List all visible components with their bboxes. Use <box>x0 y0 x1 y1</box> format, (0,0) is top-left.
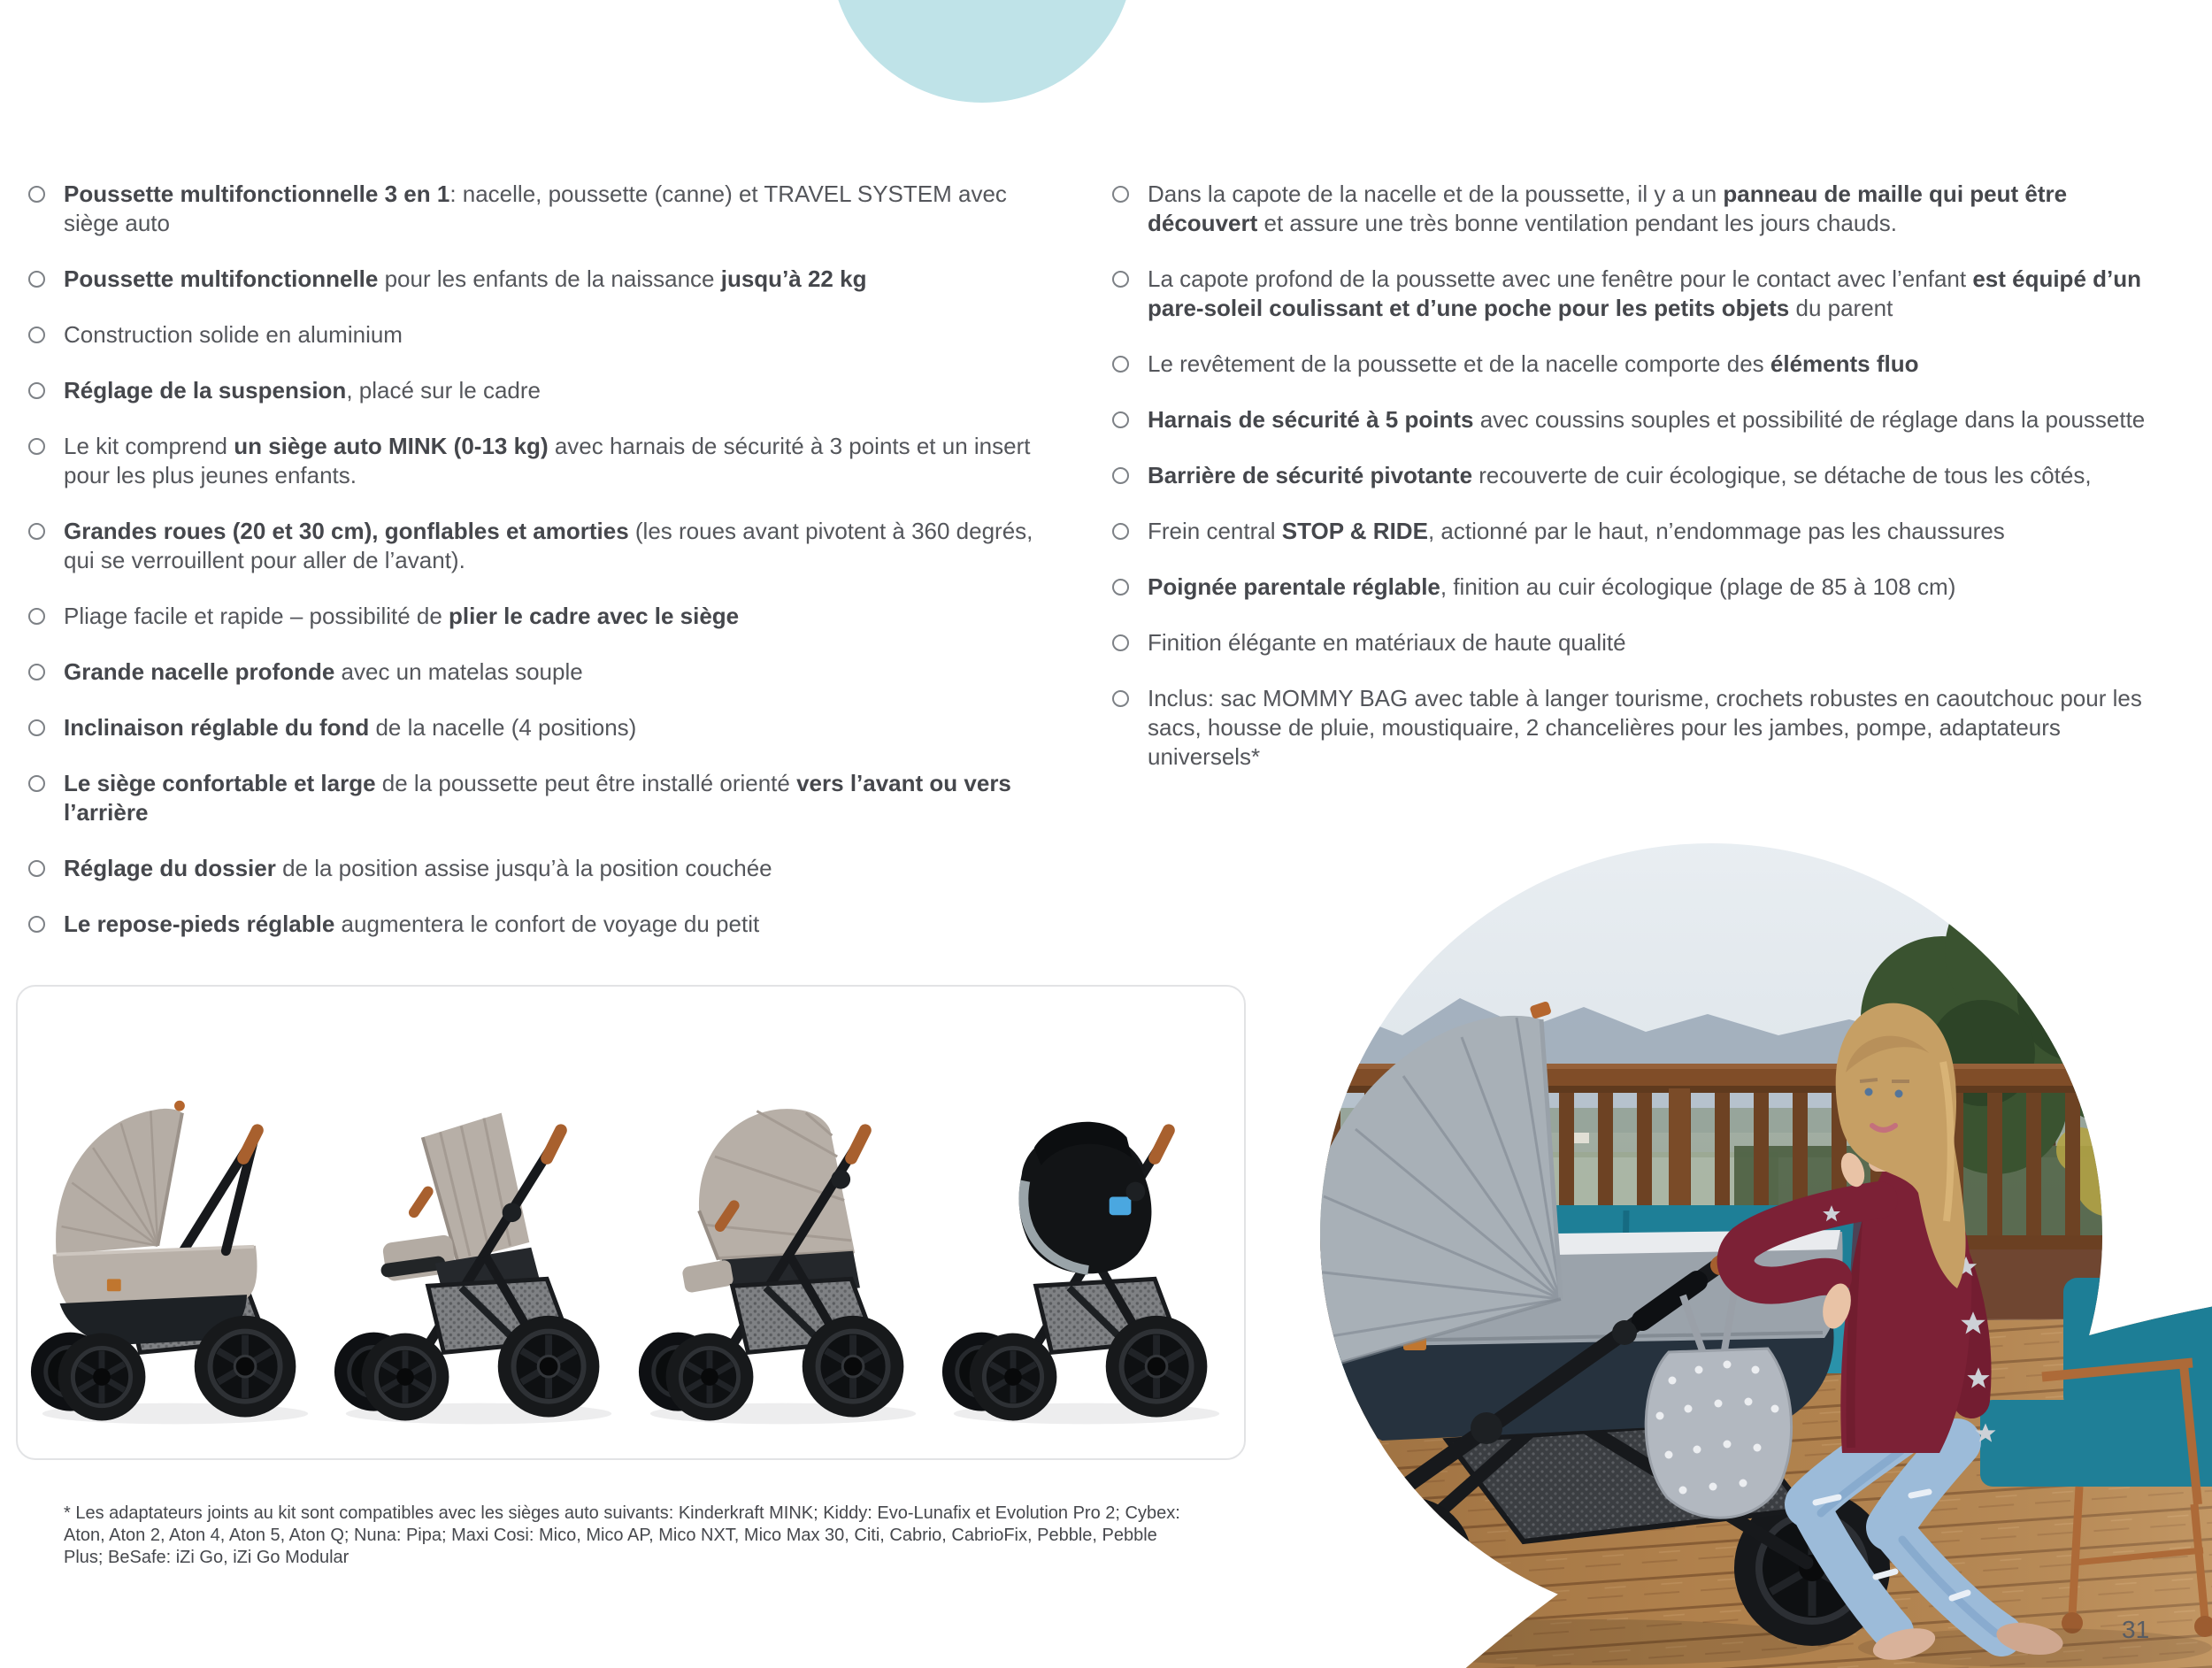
feature-item: Dans la capote de la nacelle et de la poussette, il y a un panneau de maille qui peut être découvert et assure une très bonne ventilation pendant les jours chauds. <box>1110 180 2159 238</box>
feature-item: Grandes roues (20 et 30 cm), gonflables et amorties (les roues avant pivotent à 360 degrés, qui se verrouillent pour aller de l’avant). <box>27 517 1044 575</box>
feature-item: Poignée parentale réglable, finition au cuir écologique (plage de 85 à 108 cm) <box>1110 573 2159 602</box>
feature-item: Inclus: sac MOMMY BAG avec table à langer tourisme, crochets robustes en caoutchouc pour les sacs, housse de pluie, moustiquaire, 2 chancelières pour les jambes, pompe, adaptateurs universels* <box>1110 684 2159 772</box>
feature-item: Frein central STOP & RIDE, actionné par le haut, n’endommage pas les chaussures <box>1110 517 2159 546</box>
feature-item: Pliage facile et rapide – possibilité de plier le cadre avec le siège <box>27 602 1044 631</box>
compatibility-footnote: * Les adaptateurs joints au kit sont compatibles avec les sièges auto suivants: Kinderkraft MINK; Kiddy: Evo-Lunafix et Evolution Pro 2; Cybex: Aton, Aton 2, Aton 4, Aton 5, Aton Q; Nuna: Pipa; Maxi Cosi: Mico, Mico AP, Mico NXT, Mico Max 30, Citi, Cabrio, CabrioFix, Pebble, Pebble Plus; BeSafe: iZi Go, iZi Go Modular <box>64 1503 1180 1567</box>
page-number: 31 <box>2122 1616 2150 1643</box>
feature-item: Construction solide en aluminium <box>27 320 1044 350</box>
feature-item: Finition élégante en matériaux de haute qualité <box>1110 628 2159 657</box>
feature-item: Poussette multifonctionnelle pour les enfants de la naissance jusqu’à 22 kg <box>27 265 1044 294</box>
feature-item: Inclinaison réglable du fond de la nacelle (4 positions) <box>27 713 1044 742</box>
feature-item: Le siège confortable et large de la poussette peut être installé orienté vers l’avant ou vers l’arrière <box>27 769 1044 827</box>
feature-item: Grande nacelle profonde avec un matelas souple <box>27 657 1044 687</box>
feature-item: Poussette multifonctionnelle 3 en 1: nacelle, poussette (canne) et TRAVEL SYSTEM avec siège auto <box>27 180 1044 238</box>
feature-item: Réglage du dossier de la position assise jusqu’à la position couchée <box>27 854 1044 883</box>
feature-item: Le revêtement de la poussette et de la nacelle comporte des éléments fluo <box>1110 350 2159 379</box>
feature-item: Le repose-pieds réglable augmentera le confort de voyage du petit <box>27 910 1044 939</box>
feature-item: La capote profond de la poussette avec une fenêtre pour le contact avec l’enfant est équipé d’un pare-soleil coulissant et d’une poche pour les petits objets du parent <box>1110 265 2159 323</box>
feature-item: Réglage de la suspension, placé sur le cadre <box>27 376 1044 405</box>
feature-item: Le kit comprend un siège auto MINK (0-13 kg) avec harnais de sécurité à 3 points et un insert pour les plus jeunes enfants. <box>27 432 1044 490</box>
feature-item: Harnais de sécurité à 5 points avec coussins souples et possibilité de réglage dans la poussette <box>1110 405 2159 434</box>
feature-item: Barrière de sécurité pivotante recouverte de cuir écologique, se détache de tous les côtés, <box>1110 461 2159 490</box>
